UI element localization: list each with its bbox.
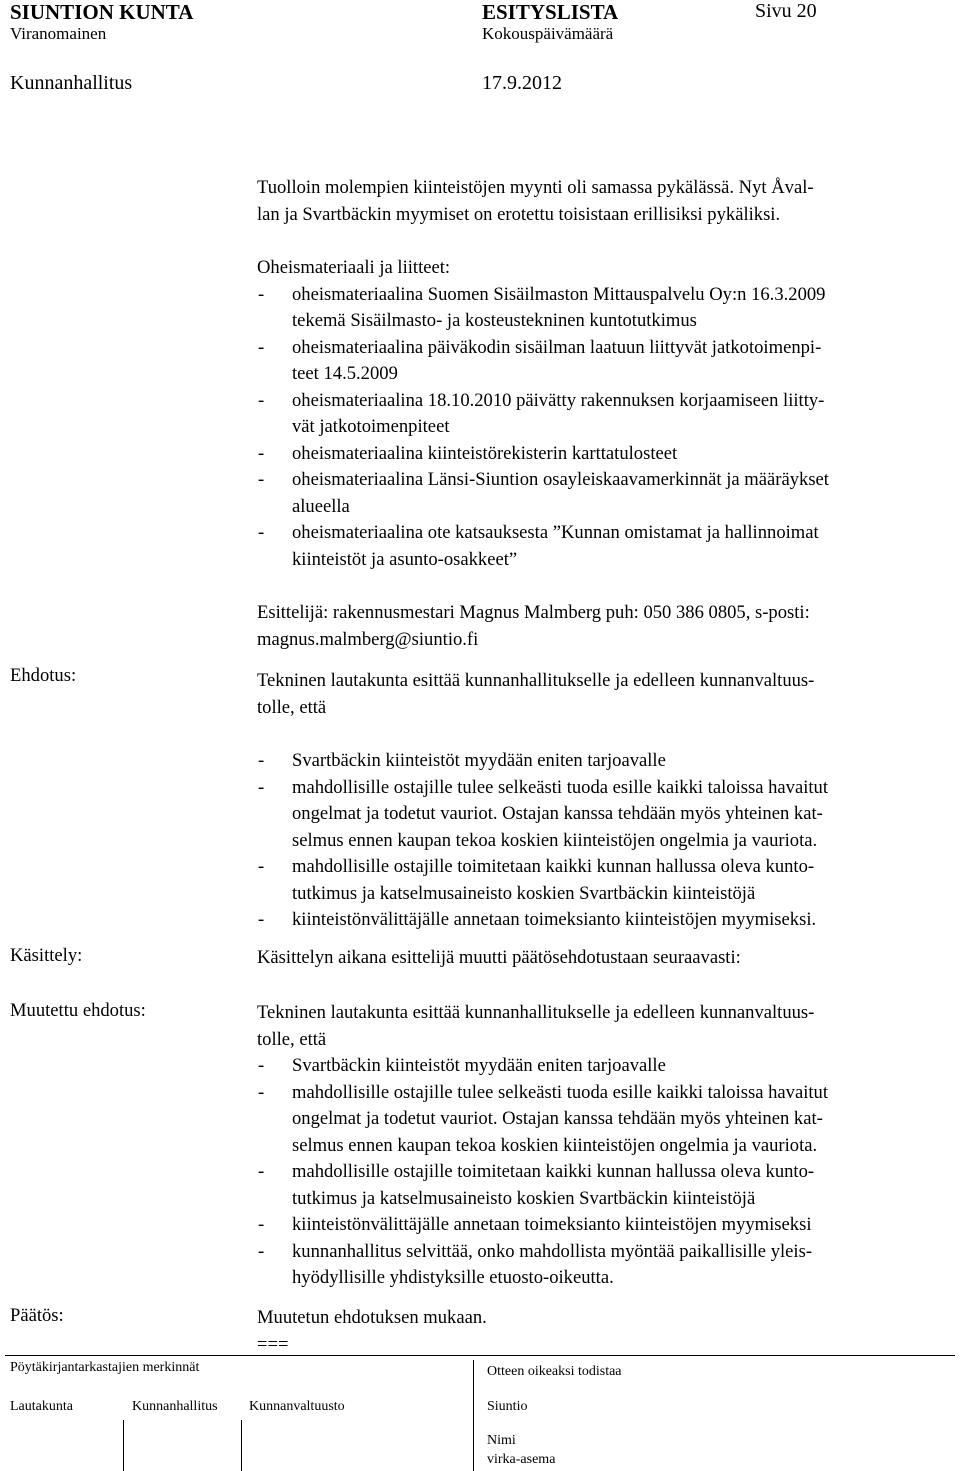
footer-reviewers-title: Pöytäkirjantarkastajien merkinnät xyxy=(10,1360,200,1375)
proposal-item: - mahdollisille ostajille tulee selkeästi tuoda esille kaikki taloissa havaitut ongelmat ja todetut vauriot. Ostajan kanssa tehdään myös yhteinen kat- selmus ennen kaupan tekoa koskien kiinteistöjen ongelmia ja vauriota. xyxy=(257,775,957,855)
main-content xyxy=(257,175,957,653)
decision-text: Muutetun ehdotuksen mukaan. xyxy=(257,1307,487,1328)
presenter-email: magnus.malmberg@siuntio.fi xyxy=(257,628,479,650)
proposal-item: - mahdollisille ostajille toimitetaan kaikki kunnan hallussa oleva kunto- tutkimus ja katselmusaineisto koskien Svartbäckin kiinteistöjä xyxy=(257,854,957,907)
decision-separator: === xyxy=(257,1333,289,1355)
amended-item: - Svartbäckin kiinteistöt myydään eniten tarjoavalle xyxy=(257,1053,957,1080)
attachment-item: - oheismateriaalina ote katsauksesta ”Kunnan omistamat ja hallinnoimat kiinteistöt ja asunto-osakkeet” xyxy=(257,520,957,573)
footer-name-label: Nimi xyxy=(487,1433,516,1448)
decision-section xyxy=(257,1305,957,1358)
attachments-title: Oheismateriaali ja liitteet: xyxy=(257,257,451,278)
footer-col-council: Kunnanvaltuusto xyxy=(249,1399,345,1414)
document-type: ESITYSLISTA xyxy=(482,0,619,24)
handling-text: Käsittelyn aikana esittelijä muutti päätösehdotustaan seuraavasti: xyxy=(257,947,741,968)
attachment-item: - oheismateriaalina kiinteistörekisterin karttatulosteet xyxy=(257,441,957,468)
amended-proposal-section: Tekninen lautakunta esittää kunnanhallitukselle ja edelleen kunnanvaltuus- tolle, että - Svartbäckin kiinteistöt myydään eniten tarjoavalle - mahdollisille ostajille tulee selkeästi tuoda esille kaikki taloissa havaitut ongelmat ja todetut vauriot. Ostajan kanssa tehdään myös yhteinen kat- selmus ennen kaupan tekoa koskien kiinteistöjen ongelmia ja vauriota. - mahdollisille ostajille toimitetaan kaikki kunnan hallussa oleva kunto- tutkimus ja katselmusaineisto koskien Svartbäckin kiinteistöjä - kiinteistönvälittäjälle annetaan toimeksianto kiinteistöjen myymiseksi - kunnanhallitus selvittää, onko mahdollista myöntää paikallisille yleis- hyödyllisille yhdistyksille etuosto-oikeutta. xyxy=(257,1000,957,1292)
amended-item: - kiinteistönvälittäjälle annetaan toimeksianto kiinteistöjen myymiseksi xyxy=(257,1212,957,1239)
footer-col-divider xyxy=(123,1420,124,1471)
attachment-item: - oheismateriaalina Länsi-Siuntion osayleiskaavamerkinnät ja määräykset alueella xyxy=(257,467,957,520)
attachment-item: - oheismateriaalina 18.10.2010 päivätty rakennuksen korjaamiseen liitty- vät jatkotoimenpiteet xyxy=(257,388,957,441)
attachment-item: - oheismateriaalina Suomen Sisäilmaston Mittauspalvelu Oy:n 16.3.2009 tekemä Sisäilmasto- ja kosteustekninen kuntotutkimus xyxy=(257,282,957,335)
amended-item: - kunnanhallitus selvittää, onko mahdollista myöntää paikallisille yleis- hyödyllisille yhdistyksille etuosto-oikeutta. xyxy=(257,1239,957,1292)
intro-line: Tuolloin molempien kiinteistöjen myynti oli samassa pykälässä. Nyt Åval- xyxy=(257,177,814,198)
footer-col-divider xyxy=(241,1420,242,1471)
footer-place: Siuntio xyxy=(487,1399,528,1414)
municipality-name: SIUNTION KUNTA xyxy=(10,0,194,24)
footer-col-board: Kunnanhallitus xyxy=(132,1399,218,1414)
attachment-item: - oheismateriaalina päiväkodin sisäilman laatuun liittyvät jatkotoimenpi- teet 14.5.2009 xyxy=(257,335,957,388)
amended-item: - mahdollisille ostajille tulee selkeästi tuoda esille kaikki taloissa havaitut ongelmat ja todetut vauriot. Ostajan kanssa tehdään myös yhteinen kat- selmus ennen kaupan tekoa koskien kiinteistöjen ongelmia ja vauriota. xyxy=(257,1080,957,1160)
footer-col-committee: Lautakunta xyxy=(10,1399,73,1414)
footer-position-label: virka-asema xyxy=(487,1452,556,1467)
amended-proposal-label: Muutettu ehdotus: xyxy=(10,1000,146,1021)
footer-divider xyxy=(5,1355,955,1356)
proposal-section: Tekninen lautakunta esittää kunnanhallitukselle ja edelleen kunnanvaltuus- tolle, että - Svartbäckin kiinteistöt myydään eniten tarjoavalle - mahdollisille ostajille tulee selkeästi tuoda esille kaikki taloissa havaitut ongelmat ja todetut vauriot. Ostajan kanssa tehdään myös yhteinen kat- selmus ennen kaupan tekoa koskien kiinteistöjen ongelmia ja vauriota. - mahdollisille ostajille toimitetaan kaikki kunnan hallussa oleva kunto- tutkimus ja katselmusaineisto koskien Svartbäckin kiinteistöjä - kiinteistönvälittäjälle annetaan toimeksianto kiinteistöjen myymiseksi. xyxy=(257,668,957,934)
authority-label: Viranomainen xyxy=(10,24,107,43)
meeting-date: 17.9.2012 xyxy=(482,72,562,94)
presenter-line: Esittelijä: rakennusmestari Magnus Malmberg puh: 050 386 0805, s-posti: xyxy=(257,602,810,623)
meeting-date-label: Kokouspäivämäärä xyxy=(482,24,614,43)
meeting-body: Kunnanhallitus xyxy=(10,72,133,94)
footer-section-divider xyxy=(473,1360,474,1471)
footer-certify-title: Otteen oikeaksi todistaa xyxy=(487,1364,622,1379)
intro-line: lan ja Svartbäckin myymiset on erotettu toisistaan erillisiksi pykäliksi. xyxy=(257,203,781,225)
proposal-item: - Svartbäckin kiinteistöt myydään eniten tarjoavalle xyxy=(257,748,957,775)
handling-label: Käsittely: xyxy=(10,945,83,966)
proposal-item: - kiinteistönvälittäjälle annetaan toimeksianto kiinteistöjen myymiseksi. xyxy=(257,907,957,934)
page-number: Sivu 20 xyxy=(755,0,817,22)
decision-label: Päätös: xyxy=(10,1305,64,1326)
proposal-label: Ehdotus: xyxy=(10,665,77,686)
amended-item: - mahdollisille ostajille toimitetaan kaikki kunnan hallussa oleva kunto- tutkimus ja katselmusaineisto koskien Svartbäckin kiinteistöjä xyxy=(257,1159,957,1212)
